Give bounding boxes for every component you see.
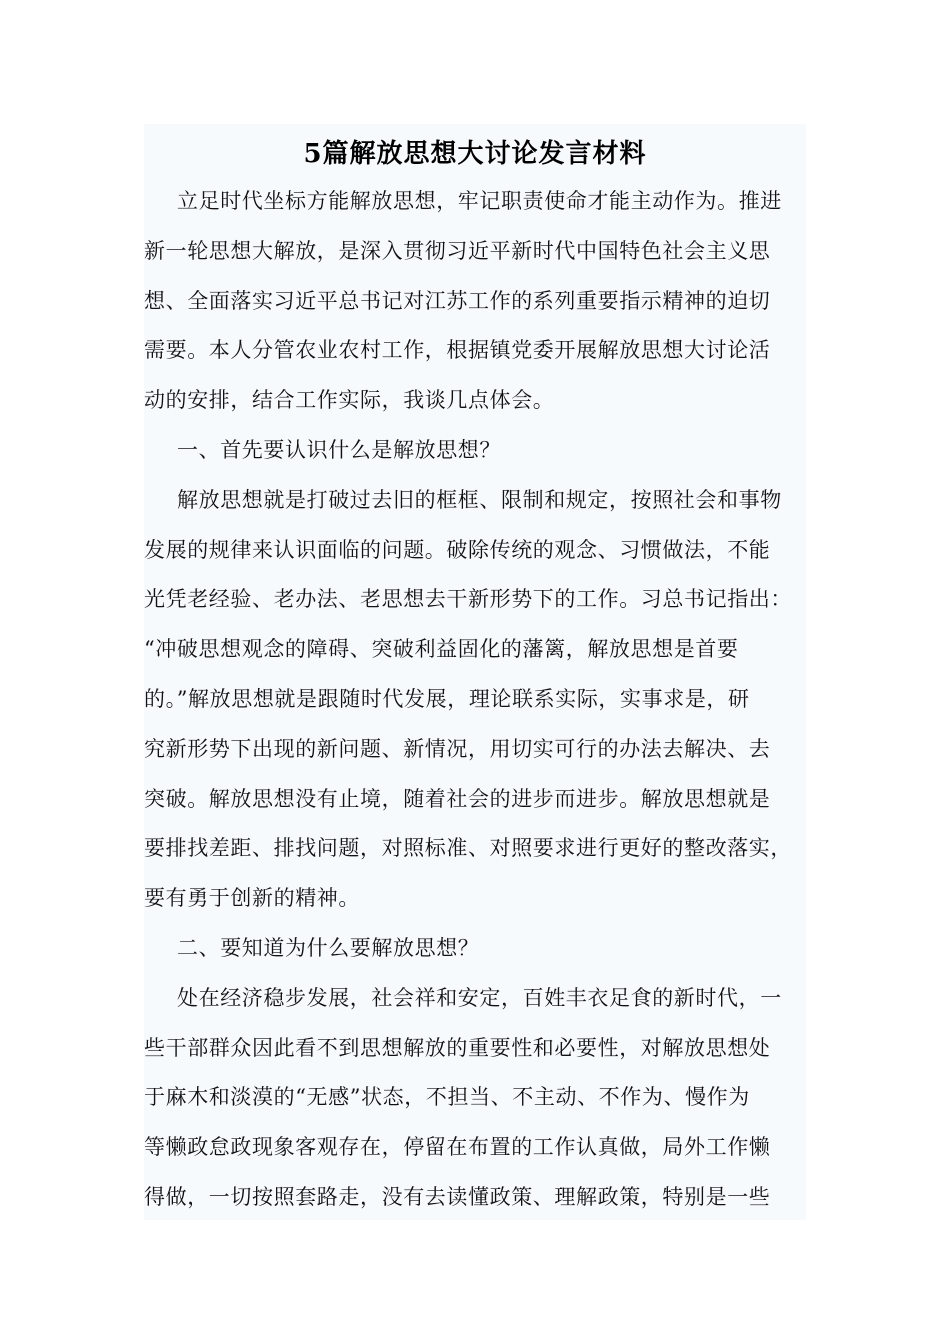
text-line: 处在经济稳步发展，社会祥和安定，百姓丰衣足食的新时代，一 xyxy=(177,985,782,1010)
text-line: 些干部群众因此看不到思想解放的重要性和必要性，对解放思想处 xyxy=(144,1035,771,1060)
text-line: 要排找差距、排找问题，对照标准、对照要求进行更好的整改落实， xyxy=(144,836,792,861)
text-line: “冲破思想观念的障碍、突破利益固化的藩篱，解放思想是首要 xyxy=(144,637,739,662)
text-line: 动的安排，结合工作实际，我谈几点体会。 xyxy=(144,388,555,413)
text-line: 想、全面落实习近平总书记对江苏工作的系列重要指示精神的迫切 xyxy=(144,288,771,313)
text-line: 解放思想就是打破过去旧的框框、限制和规定，按照社会和事物 xyxy=(177,487,782,512)
text-line: 一、首先要认识什么是解放思想？ xyxy=(177,438,501,462)
text-line: 二、要知道为什么要解放思想？ xyxy=(177,936,480,960)
text-line: 要有勇于创新的精神。 xyxy=(144,886,360,911)
text-line: 究新形势下出现的新问题、新情况，用切实可行的办法去解决、去 xyxy=(144,736,771,761)
text-line: 于麻木和淡漠的“无感”状态，不担当、不主动、不作为、慢作为 xyxy=(144,1085,750,1110)
text-line: 需要。本人分管农业农村工作，根据镇党委开展解放思想大讨论活 xyxy=(144,338,771,363)
text-line: 的。”解放思想就是跟随时代发展，理论联系实际，实事求是，研 xyxy=(144,687,750,711)
document-page xyxy=(144,124,806,1220)
text-line: 突破。解放思想没有止境，随着社会的进步而进步。解放思想就是 xyxy=(144,786,771,811)
text-line: 立足时代坐标方能解放思想，牢记职责使命才能主动作为。推进 xyxy=(177,189,782,213)
text-line: 得做，一切按照套路走，没有去读懂政策、理解政策，特别是一些 xyxy=(144,1185,771,1209)
text-line: 等懒政怠政现象客观存在，停留在布置的工作认真做，局外工作懒 xyxy=(144,1135,771,1160)
text-line: 发展的规律来认识面临的问题。破除传统的观念、习惯做法，不能 xyxy=(144,537,771,562)
text-line: 新一轮思想大解放，是深入贯彻习近平新时代中国特色社会主义思 xyxy=(144,238,771,263)
text-line: 光凭老经验、老办法、老思想去干新形势下的工作。习总书记指出： xyxy=(144,587,792,612)
document-title: 5篇解放思想大讨论发言材料 xyxy=(303,139,647,169)
